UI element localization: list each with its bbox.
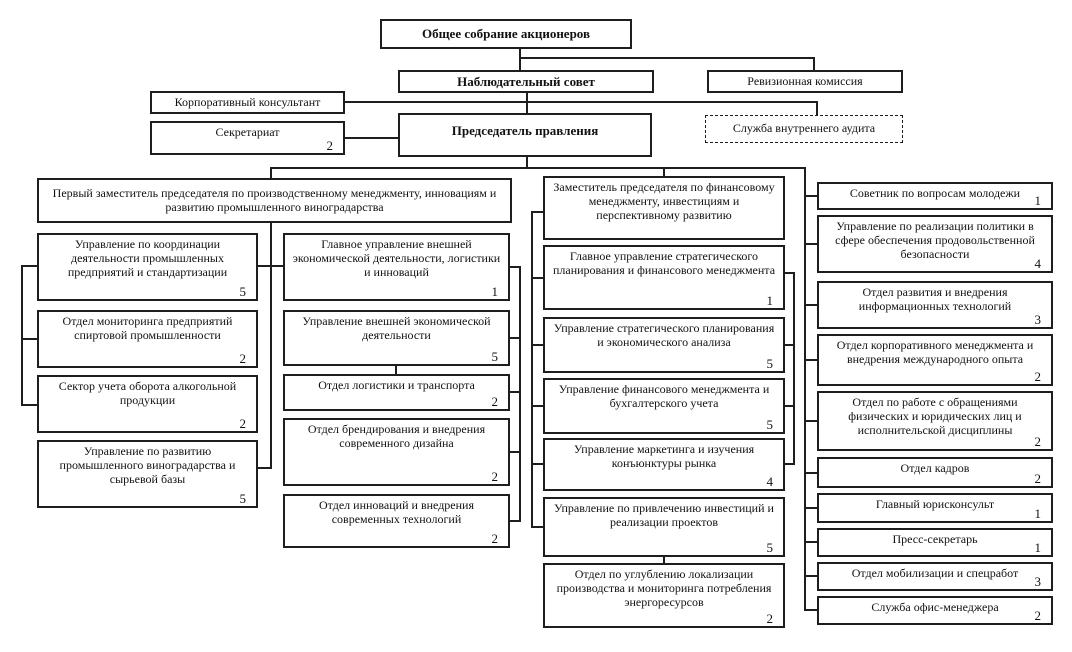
- org-box-label: Советник по вопросам молодежи: [849, 186, 1021, 200]
- staff-count: 2: [326, 137, 333, 153]
- org-box-column4-10: [817, 596, 1053, 625]
- staff-count: 2: [766, 610, 773, 626]
- staff-count: 5: [239, 283, 246, 299]
- staff-count: 2: [1034, 470, 1041, 486]
- connector-line: [804, 243, 817, 245]
- staff-count: 2: [239, 415, 246, 431]
- connector-line: [519, 49, 521, 70]
- org-box-column1-2: [37, 310, 258, 368]
- staff-count: 1: [766, 292, 773, 308]
- org-box-column3-4: [543, 438, 785, 491]
- connector-line: [395, 366, 397, 375]
- org-box-column4-6: [817, 457, 1053, 488]
- org-box-column3-1: [543, 245, 785, 310]
- connector-line: [531, 405, 543, 407]
- org-box-column4-1: [817, 182, 1053, 210]
- staff-count: 5: [239, 490, 246, 506]
- org-box-column3-2: [543, 317, 785, 373]
- org-box-column2-3: [283, 374, 510, 411]
- connector-line: [258, 265, 283, 267]
- staff-count: 2: [491, 530, 498, 546]
- org-box-label: Служба офис-менеджера: [871, 600, 999, 614]
- staff-count: 2: [491, 468, 498, 484]
- org-box-label: Первый заместитель председателя по производственному менеджменту, инновациям и развитию промышленного виноградарства: [52, 185, 497, 214]
- org-box-label: Главное управление внешней экономической деятельности, логистики и инноваций: [292, 237, 501, 279]
- org-box-label: Заместитель председателя по финансовому менеджменту, инвестициям и перспективному развитию: [553, 180, 775, 222]
- org-box-label: Управление стратегического планирования и экономического анализа: [553, 321, 775, 349]
- org-box-column3-5: [543, 497, 785, 557]
- org-box-label: Главный юрисконсульт: [875, 497, 995, 511]
- staff-count: 3: [1034, 573, 1041, 589]
- connector-line: [345, 101, 818, 103]
- staff-count: 4: [766, 473, 773, 489]
- staff-count: 2: [491, 393, 498, 409]
- org-box-column4-9: [817, 562, 1053, 591]
- org-box-column2-1: [283, 233, 510, 301]
- connector-line: [804, 167, 806, 611]
- org-box-column4-7: [817, 493, 1053, 523]
- staff-count: 5: [766, 539, 773, 555]
- org-box-label: Управление по реализации политики в сфере обеспечения продовольственной безопасности: [835, 219, 1035, 261]
- org-box-label: Наблюдательный совет: [457, 73, 595, 89]
- connector-line: [531, 277, 543, 279]
- org-box-chairman: [398, 113, 652, 157]
- staff-count: 2: [1034, 433, 1041, 449]
- connector-line: [785, 463, 795, 465]
- org-box-label: Секретариат: [215, 125, 280, 139]
- org-box-column4-5: [817, 391, 1053, 451]
- org-box-column2-5: [283, 494, 510, 548]
- org-box-label: Управление по координации деятельности промышленных предприятий и стандартизации: [67, 237, 228, 279]
- connector-line: [345, 137, 398, 139]
- connector-line: [816, 101, 818, 115]
- org-box-column4-4: [817, 334, 1053, 386]
- connector-line: [270, 223, 272, 469]
- staff-count: 2: [239, 350, 246, 366]
- org-box-label: Управление финансового менеджмента и бухгалтерского учета: [558, 382, 770, 410]
- connector-line: [531, 526, 543, 528]
- connector-line: [793, 272, 795, 465]
- org-box-label: Отдел кадров: [900, 461, 970, 475]
- connector-line: [785, 272, 795, 274]
- org-box-label: Отдел корпоративного менеджмента и внедрения международного опыта: [836, 338, 1034, 366]
- connector-line: [519, 266, 521, 522]
- connector-line: [804, 507, 817, 509]
- org-box-label: Управление маркетинга и изучения конъюнктуры рынка: [573, 442, 755, 470]
- org-box-label: Управление по развитию промышленного виноградарства и сырьевой базы: [59, 444, 236, 486]
- connector-line: [258, 467, 272, 469]
- staff-count: 1: [1034, 192, 1041, 208]
- org-box-column4-3: [817, 281, 1053, 329]
- connector-line: [804, 420, 817, 422]
- org-box-supervisory-board: [398, 70, 654, 93]
- org-box-label: Общее собрание акционеров: [421, 26, 591, 42]
- connector-line: [663, 557, 665, 564]
- connector-line: [804, 541, 817, 543]
- org-box-column1-1: [37, 233, 258, 301]
- connector-line: [21, 338, 37, 340]
- org-box-label: Отдел по работе с обращениями физических и юридических лиц и исполнительской дисциплины: [848, 395, 1022, 437]
- staff-count: 2: [1034, 368, 1041, 384]
- connector-line: [519, 57, 815, 59]
- staff-count: 5: [766, 416, 773, 432]
- org-box-general-meeting: [380, 19, 632, 49]
- staff-count: 1: [1034, 505, 1041, 521]
- connector-line: [510, 337, 521, 339]
- org-box-label: Служба внутреннего аудита: [732, 121, 876, 136]
- staff-count: 1: [1034, 539, 1041, 555]
- connector-line: [785, 405, 795, 407]
- connector-line: [531, 211, 543, 213]
- org-box-label: Ревизионная комиссия: [747, 73, 863, 88]
- org-box-column1-3: [37, 375, 258, 433]
- org-box-column2-2: [283, 310, 510, 366]
- connector-line: [510, 451, 521, 453]
- staff-count: 4: [1034, 255, 1041, 271]
- connector-line: [270, 167, 806, 169]
- org-box-label: Отдел инноваций и внедрения современных технологий: [318, 498, 474, 526]
- org-box-label: Отдел развития и внедрения информационных технологий: [858, 285, 1012, 313]
- connector-line: [804, 195, 817, 197]
- connector-line: [785, 344, 795, 346]
- connector-line: [804, 575, 817, 577]
- connector-line: [270, 167, 272, 178]
- connector-line: [804, 609, 817, 611]
- org-box-label: Управление внешней экономической деятельности: [302, 314, 491, 342]
- connector-line: [663, 167, 665, 176]
- connector-line: [21, 404, 37, 406]
- connector-line: [804, 304, 817, 306]
- org-box-internal-audit: [705, 115, 903, 143]
- staff-count: 5: [766, 355, 773, 371]
- staff-count: 5: [491, 348, 498, 364]
- org-box-label: Отдел по углублению локализации производства и мониторинга потребления энергоресурсов: [556, 567, 772, 609]
- connector-line: [21, 265, 23, 406]
- org-box-label: Председатель правления: [451, 123, 599, 138]
- connector-line: [510, 520, 521, 522]
- connector-line: [510, 266, 521, 268]
- org-box-deputy-finance: [543, 176, 785, 240]
- staff-count: 3: [1034, 311, 1041, 327]
- org-box-column3-6: [543, 563, 785, 628]
- org-box-label: Отдел логистики и транспорта: [318, 378, 475, 392]
- org-box-label: Сектор учета оборота алкогольной продукции: [58, 379, 237, 407]
- connector-line: [804, 359, 817, 361]
- connector-line: [510, 391, 521, 393]
- org-box-audit-commission: [707, 70, 903, 93]
- org-box-label: Отдел мобилизации и спецработ: [851, 566, 1019, 580]
- connector-line: [526, 93, 528, 113]
- org-box-label: Отдел брендирования и внедрения современного дизайна: [307, 422, 486, 450]
- org-box-column4-8: [817, 528, 1053, 557]
- org-box-column3-3: [543, 378, 785, 434]
- org-box-column4-2: [817, 215, 1053, 273]
- org-box-column2-4: [283, 418, 510, 486]
- connector-line: [804, 472, 817, 474]
- connector-line: [531, 463, 543, 465]
- staff-count: 1: [491, 283, 498, 299]
- connector-line: [813, 57, 815, 70]
- org-box-secretariat: [150, 121, 345, 155]
- connector-line: [531, 344, 543, 346]
- org-box-first-deputy: [37, 178, 512, 223]
- org-box-label: Пресс-секретарь: [892, 532, 978, 546]
- org-box-label: Управление по привлечению инвестиций и реализации проектов: [554, 501, 774, 529]
- staff-count: 2: [1034, 607, 1041, 623]
- org-box-corporate-consultant: [150, 91, 345, 114]
- connector-line: [531, 211, 533, 528]
- connector-line: [21, 265, 37, 267]
- org-box-label: Корпоративный консультант: [174, 94, 321, 109]
- org-box-label: Отдел мониторинга предприятий спиртовой промышленности: [62, 314, 233, 342]
- org-box-label: Главное управление стратегического планирования и финансового менеджмента: [552, 249, 776, 277]
- org-box-column1-4: [37, 440, 258, 508]
